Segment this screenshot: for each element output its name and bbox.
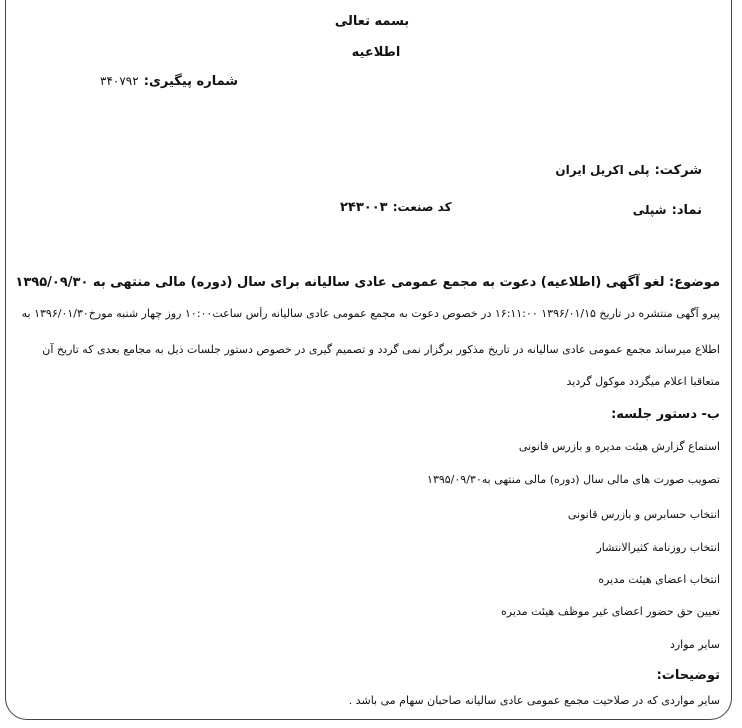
industry-code-value: ۲۴۳۰۰۳ [340,200,388,215]
tracking-number: ۳۴۰۷۹۲ [100,74,139,88]
symbol-value: شپلی [632,203,667,217]
company-label: شرکت: [654,163,702,178]
symbol-label: نماد: [671,203,702,218]
industry-code-label: کد صنعت: [392,200,452,214]
tracking-row [100,70,238,89]
industry-code-row [340,196,452,215]
agenda-item: استماع گزارش هیئت مدیره و بازرس قانونی [518,440,720,453]
company-name: پلی اکریل ایران [555,163,650,177]
tracking-label: شماره پیگیری: [143,74,239,89]
agenda-item: انتخاب حسابرس و بازرس قانونی [567,508,720,521]
body-line: اطلاع میرساند مجمع عمومی عادی سالیانه در تاریخ مذکور برگزار نمی گردد و تصمیم گیری در خصوص دستور جلسات ذیل به مجامع بعدی که تاریخ آن [42,343,720,356]
agenda-item: انتخاب روزنامة کثیرالانتشار [596,541,720,554]
agenda-item: سایر موارد [669,638,720,651]
notes-text: سایر مواردی که در صلاحیت مجمع عمومی عادی سالیانه صاحبان سهام می باشد . [348,694,720,707]
basmala: بسمه تعالی [334,14,410,29]
agenda-item: تصویب صورت های مالی سال (دوره) مالی منتهی به۱۳۹۵/۰۹/۳۰ [427,473,720,486]
body-line: متعاقبا اعلام میگردد موکول گردید [566,375,720,388]
subject-line: موضوع: لغو آگهی (اطلاعیه) دعوت به مجمع عمومی عادی سالیانه برای سال (دوره) مالی منتهی به ۱۳۹۵/۰۹/۳۰ [15,275,720,290]
symbol-row [633,199,702,218]
announcement-title: اطلاعیه [351,45,401,60]
body-line: پیرو آگهی منتشره در تاریخ ۱۳۹۶/۰۱/۱۵ ۱۶:۱۱:۰۰ در خصوص دعوت به مجمع عمومی عادی سالیانه رأس ساعت۱۰:۰۰ روز چهار شنبه مورخ۱۳۹۶/۰۱/۳۰ به [21,307,720,320]
agenda-item: تعیین حق حضور اعضای غیر موظف هیئت مدیره [501,605,720,618]
agenda-item: انتخاب اعضای هیئت مدیره [598,573,720,586]
company-row [555,159,702,178]
notes-heading: توضیحات: [656,668,720,683]
agenda-heading: ب- دستور جلسه: [611,407,720,422]
